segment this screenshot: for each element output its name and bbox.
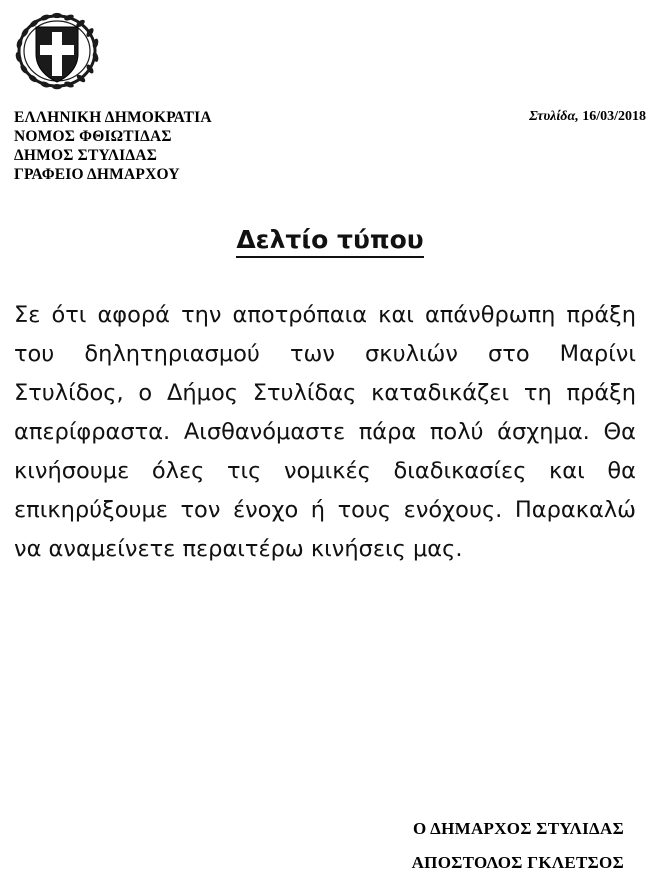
body-paragraph: Σε ότι αφορά την αποτρόπαια και απάνθρωπη πράξη του δηλητηριασμού των σκυλιών στο Μαρίνι Στυλίδος, ο Δήμος Στυλίδας καταδικάζει τη πράξη απερίφραστα. Αισθανόμαστε πάρα πολύ άσχημα. Θα κινήσουμε όλες τις νομικές διαδικασίες και θα επικηρύξουμε τον ένοχο ή τους ενόχους. Παρακαλώ να αναμείνετε περαιτέρω κινήσεις μας. xyxy=(14,302,636,562)
org-line-3: ΔΗΜΟΣ ΣΤΥΛΙΔΑΣ xyxy=(14,147,158,164)
place-label: Στυλίδα, xyxy=(529,109,579,124)
org-line-1: ΕΛΛΗΝΙΚΗ ΔΗΜΟΚΡΑΤΙΑ xyxy=(14,109,212,126)
signature-block xyxy=(204,812,624,880)
page-title-text: Δελτίο τύπου xyxy=(236,225,423,258)
organization-block xyxy=(14,108,381,184)
signature-name: ΑΠΟΣΤΟΛΟΣ ΓΚΛΕΤΣΟΣ xyxy=(411,853,624,872)
date-label: 16/03/2018 xyxy=(582,109,646,124)
place-date-block xyxy=(393,108,646,125)
org-line-2: ΝΟΜΟΣ ΦΘΙΩΤΙΔΑΣ xyxy=(14,128,172,145)
signature-role: Ο ΔΗΜΑΡΧΟΣ ΣΤΥΛΙΔΑΣ xyxy=(413,819,624,838)
document-header xyxy=(14,108,646,184)
org-line-4: ΓΡΑΦΕΙΟ ΔΗΜΑΡΧΟΥ xyxy=(14,166,180,183)
coat-of-arms-icon xyxy=(14,12,100,90)
page-title xyxy=(0,225,660,254)
